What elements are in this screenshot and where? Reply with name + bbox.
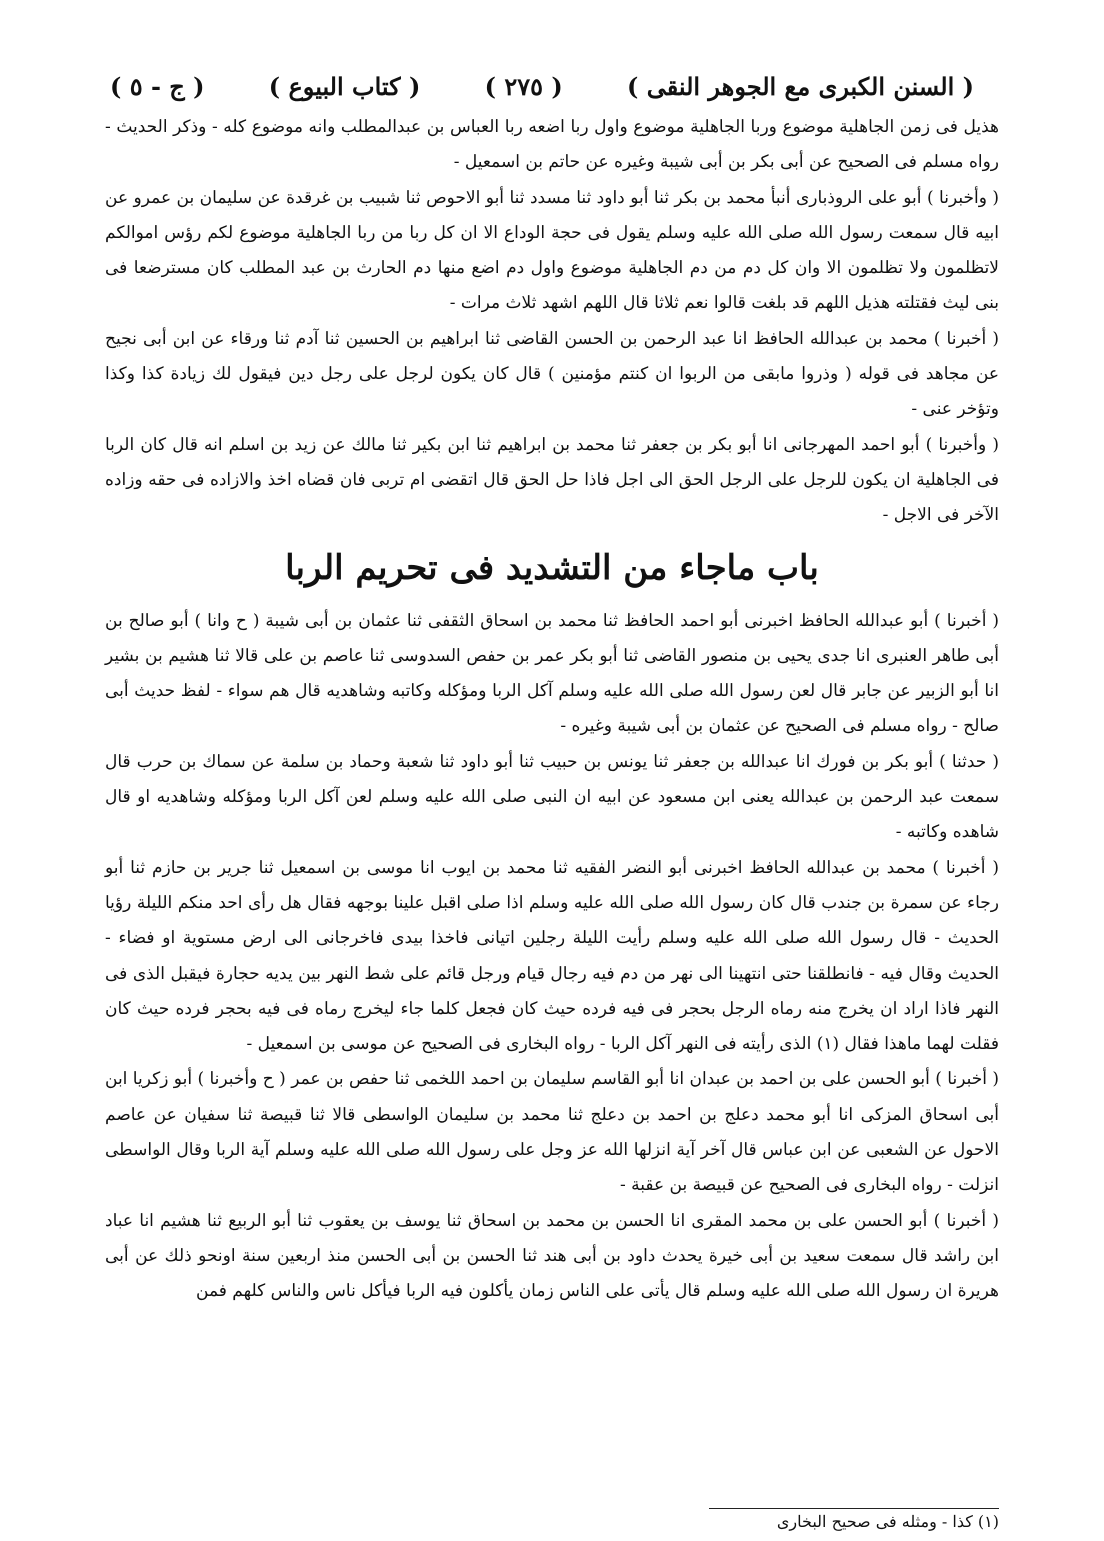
page-number: ( ٢٧٥ ) — [484, 71, 563, 101]
chapter-title: ( كتاب البيوع ) — [268, 71, 421, 101]
paragraph: ( أخبرنا ) محمد بن عبدالله الحافظ انا عبد الرحمن بن الحسن القاضى ثنا ابراهيم بن الحسين ثنا آدم ثنا ورقاء عن ابن أبى نجيح عن مجاهد فى قوله ( وذروا مابقى من الربوا ان كنتم مؤمنين ) قال كان يكون لرجل على رجل دين فيقول لك زيادة كذا وكذا وتؤخر عنى - — [105, 328, 999, 420]
volume-number: ( ج - ٥ ) — [110, 71, 205, 101]
footnote-divider — [709, 1508, 999, 1509]
paragraph: ( أخبرنا ) أبو الحسن على بن احمد بن عبدان انا أبو القاسم سليمان بن احمد اللخمى ثنا حفص بن عمر ( ح وأخبرنا ) أبو زكريا ابن أبى اسحاق المزكى انا أبو محمد دعلج بن احمد بن دعلج ثنا محمد بن سليمان الواسطى قالا ثنا قبيصة ثنا سفيان عن عاصم الاحول عن الشعبى عن ابن عباس قال آخر آية انزلها الله عز وجل على رسول الله صلى الله عليه وسلم آية الربا وقال الواسطى انزلت - رواه البخارى فى الصحيح عن قبيصة بن عقبة - — [105, 1069, 999, 1196]
paragraph: ( أخبرنا ) أبو عبدالله الحافظ اخبرنى أبو احمد الحافظ ثنا محمد بن اسحاق الثقفى ثنا عثمان بن أبى شيبة ( ح وانا ) أبو صالح بن أبى طاهر العنبرى انا جدى يحيى بن منصور القاضى ثنا أبو بكر عمر بن حفص السدوسى ثنا عاصم بن على قالا ثنا هشيم بن بشير انا أبو الزبير عن جابر قال لعن رسول الله صلى الله عليه وسلم آكل الربا ومؤكله وكاتبه وشاهديه قال هم سواء - لفظ حديث أبى صالح - رواه مسلم فى الصحيح عن عثمان بن أبى شيبة وغيره - — [105, 610, 999, 737]
paragraph: هذيل فى زمن الجاهلية موضوع وربا الجاهلية موضوع واول ربا اضعه ربا العباس بن عبدالمطلب وانه موضوع كله - وذكر الحديث - رواه مسلم فى الصحيح عن أبى بكر بن أبى شيبة وغيره عن حاتم بن اسمعيل - — [105, 117, 999, 173]
paragraph: ( وأخبرنا ) أبو احمد المهرجانى انا أبو بكر بن جعفر ثنا محمد بن ابراهيم ثنا ابن بكير ثنا مالك عن زيد بن اسلم انه قال كان الربا فى الجاهلية ان يكون للرجل على الرجل الحق الى اجل فاذا حل الحق قال اتقضى ام تربى فان قضاه اخذ والازاده فى حقه وزاده الآخر فى الاجل - — [105, 434, 999, 526]
book-title: ( السنن الكبرى مع الجوهر النقى ) — [626, 71, 974, 101]
main-text — [105, 110, 999, 1310]
paragraph: ( وأخبرنا ) أبو على الروذبارى أنبأ محمد بن بكر ثنا أبو داود ثنا مسدد ثنا أبو الاحوص ثنا شبيب بن غرقدة عن سليمان بن عمرو عن ابيه قال سمعت رسول الله صلى الله عليه وسلم يقول فى حجة الوداع الا ان كل ربا من ربا الجاهلية موضوع لكم رؤس اموالكم لاتظلمون ولا تظلمون الا وان كل دم من دم الجاهلية موضوع واول دم اضع منها دم الحارث بن عبد المطلب كان مسترضعا فى بنى ليث فقتلته هذيل اللهم قد بلغت قالوا نعم ثلاثا قال اللهم اشهد ثلاث مرات - — [105, 187, 999, 314]
paragraph: ( أخبرنا ) أبو الحسن على بن محمد المقرى انا الحسن بن محمد بن اسحاق ثنا يوسف بن يعقوب ثنا أبو الربيع ثنا هشيم انا عباد ابن راشد قال سمعت سعيد بن أبى خيرة يحدث داود بن أبى هند ثنا الحسن بن أبى الحسن منذ اربعين سنة اونحو ذلك عن أبى هريرة ان رسول الله صلى الله عليه وسلم قال يأتى على الناس زمان يأكلون فيه الربا فيأكل ناس والناس كلهم فمن — [105, 1210, 999, 1302]
running-header — [110, 66, 974, 106]
paragraph: ( حدثنا ) أبو بكر بن فورك انا عبدالله بن جعفر ثنا يونس بن حبيب ثنا أبو داود ثنا شعبة وحماد بن سلمة عن سماك بن حرب قال سمعت عبد الرحمن بن عبدالله يعنى ابن مسعود عن ابيه ان النبى صلى الله عليه وسلم لعن آكل الربا ومؤكله وشاهديه او قال شاهده وكاتبه - — [105, 751, 999, 843]
footnote: (١) كذا - ومثله فى صحيح البخارى — [776, 1512, 999, 1531]
paragraph: ( أخبرنا ) محمد بن عبدالله الحافظ اخبرنى أبو النضر الفقيه ثنا محمد بن ايوب انا موسى بن اسمعيل ثنا جرير بن حازم ثنا أبو رجاء عن سمرة بن جندب قال كان رسول الله صلى الله عليه وسلم اذا صلى اقبل علينا بوجهه فقال هل رأى احد منكم الليلة رؤيا الحديث - قال رسول الله صلى الله عليه وسلم رأيت الليلة رجلين اتيانى فاخذا بيدى فاخرجانى الى ارض مستوية او فضاء - الحديث وقال فيه - فانطلقنا حتى انتهينا الى نهر من دم فيه رجال قيام ورجل قائم على شط النهر بين يديه حجارة فيقبل الذى فى النهر فاذا اراد ان يخرج منه رماه الرجل بحجر فى فيه فرده حيث كان فجعل كلما جاء ليخرج رماه فى فيه بحجر فرده حيث كان فقلت لهما ماهذا فقال (١) الذى رأيته فى النهر آكل الربا - رواه البخارى فى الصحيح عن موسى بن اسمعيل - — [105, 857, 999, 1055]
section-title: باب ماجاء من التشديد فى تحريم الربا — [285, 547, 819, 588]
